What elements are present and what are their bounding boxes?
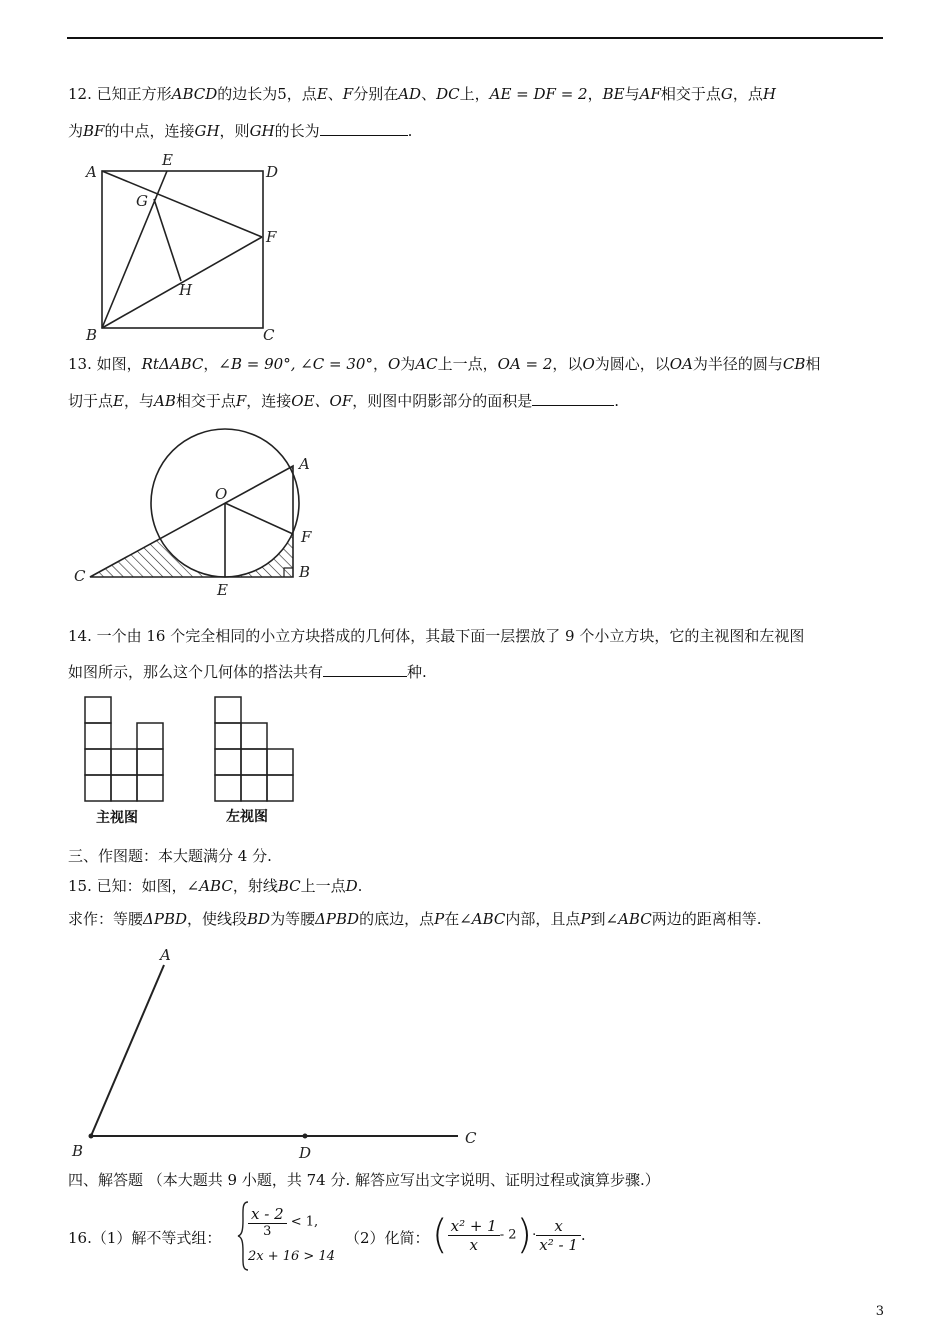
q15-angle-figure: [65, 940, 495, 1165]
answer-blank[interactable]: [320, 121, 408, 136]
ray-ba: [91, 965, 164, 1136]
label-h: H: [179, 281, 193, 299]
left-view-caption: 左视图: [226, 809, 268, 825]
q14-line1: 14. 一个由 16 个完全相同的小立方块搭成的几何体，其最下面一层摆放了 9 个小立方块，它的主视图和左视图: [68, 627, 805, 645]
q15-line1: 15. 已知：如图，∠ABC，射线BC上一点D.: [68, 877, 363, 895]
label-b: B: [299, 563, 311, 581]
q12-line1: 12. 已知正方形ABCD的边长为5，点E、F分别在AD、DC上，AE = DF = 2，BE与AF相交于点G，点H: [68, 85, 776, 103]
front-view-caption: 主视图: [96, 810, 138, 826]
label-o: O: [215, 485, 228, 503]
fraction-1: $\frac{x - 2}{3}$: [248, 1205, 287, 1239]
label-f: F: [301, 528, 312, 546]
q15-line2: 求作：等腰ΔPBD，使线段BD为等腰ΔPBD的底边，点P在∠ABC内部，且点P到∠ABC两边的距离相等.: [68, 910, 762, 928]
label-c: C: [465, 1129, 477, 1147]
header-rule: [67, 37, 883, 39]
label-a: A: [299, 455, 310, 473]
front-view-figure: [84, 696, 164, 802]
q12-square-figure: [80, 150, 300, 345]
label-c: C: [74, 567, 86, 585]
point-d: [303, 1134, 308, 1139]
q16-part2-label: （2）化简：: [345, 1229, 430, 1247]
q13-line2: 切于点E，与AB相交于点F，连接OE、OF，则图中阴影部分的面积是 .: [68, 392, 620, 410]
label-c: C: [263, 326, 275, 344]
label-b: B: [86, 326, 98, 344]
label-b: B: [72, 1142, 84, 1160]
page-number: 3: [875, 1304, 884, 1319]
answer-blank[interactable]: [323, 662, 407, 677]
q16-prefix: 16.（1）解不等式组：: [68, 1229, 222, 1247]
q12-line2: 为BF的中点，连接GH，则GH的长为 .: [68, 122, 413, 140]
fraction-2: $\frac{\text{x² + 1}}{x}$: [448, 1217, 500, 1254]
label-g: G: [136, 192, 148, 210]
label-d: D: [266, 163, 279, 181]
q14-line2: 如图所示，那么这个几何体的搭法共有 种.: [68, 663, 427, 681]
segment-be: [102, 171, 167, 328]
inequality-2: 2x + 16 > 14: [248, 1249, 336, 1264]
left-view-figure: [214, 696, 294, 802]
inequality-1: $\frac{x - 2}{3}$ < 1,: [248, 1205, 318, 1239]
segment-gh: [154, 199, 181, 281]
point-b: [89, 1134, 94, 1139]
label-f: F: [266, 228, 277, 246]
label-a: A: [160, 946, 171, 964]
answer-blank[interactable]: [532, 391, 614, 406]
fraction-3: $\frac{x}{\text{x² - 1}}$: [536, 1217, 581, 1254]
label-d: D: [299, 1144, 312, 1162]
label-e: E: [162, 151, 173, 169]
q13-line1: 13. 如图，RtΔABC，∠B = 90°, ∠C = 30°，O为AC上一点，OA = 2，以O为圆心，以OA为半径的圆与CB相: [68, 355, 821, 373]
section4-heading: 四、解答题 （本大题共 9 小题，共 74 分. 解答应写出文字说明、证明过程或演算步骤.）: [68, 1171, 660, 1189]
label-e: E: [217, 581, 228, 599]
simplify-expression: ( $\frac{\text{x² + 1}}{x}$ - 2)· $\frac{x}{\text{x² - 1}}$ .: [432, 1212, 586, 1258]
q13-circle-figure: [70, 415, 330, 605]
section3-heading: 三、作图题：本大题满分 4 分.: [68, 847, 272, 865]
segment-af: [102, 171, 262, 237]
label-a: A: [86, 163, 97, 181]
